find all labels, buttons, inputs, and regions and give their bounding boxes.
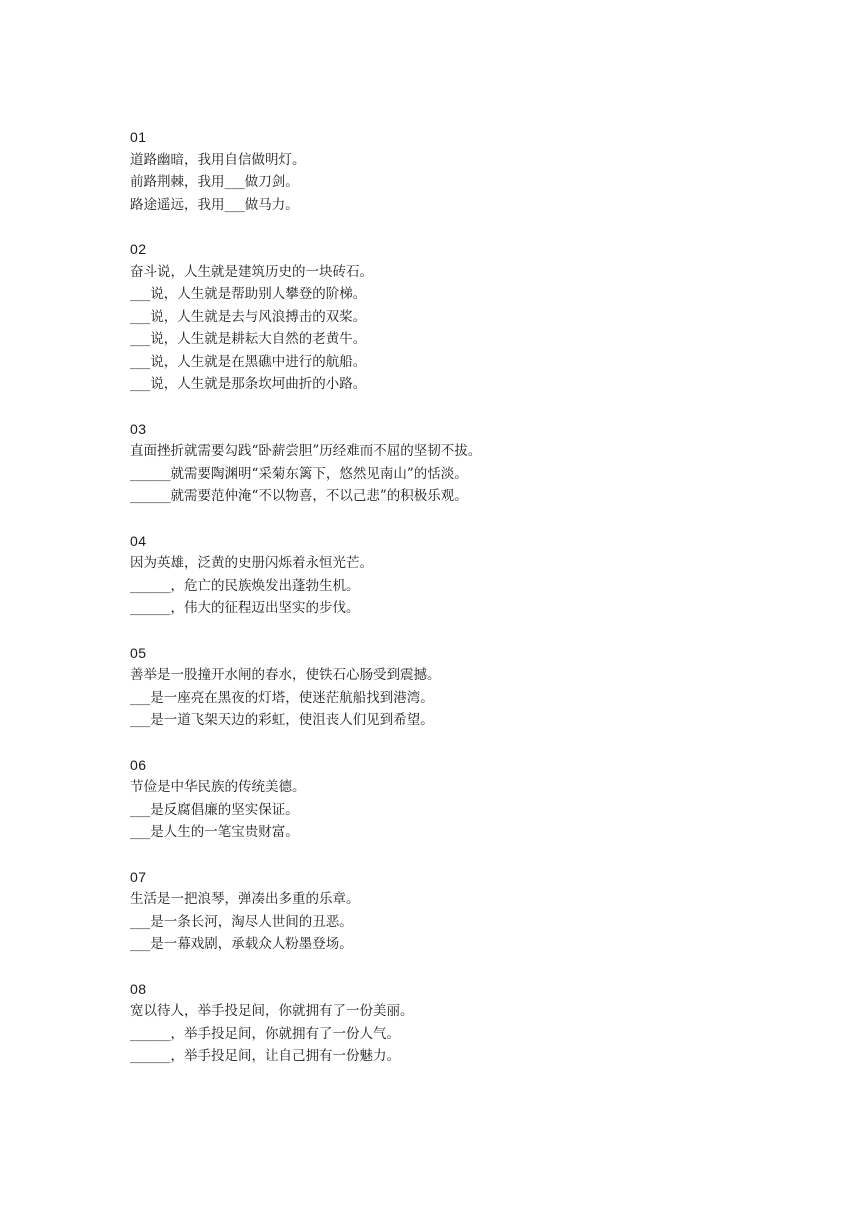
- sentence-line: 道路幽暗，我用自信做明灯。: [130, 151, 306, 168]
- exercise-number: 08: [130, 980, 147, 997]
- sentence-line: 路途遥远，我用___做马力。: [130, 196, 299, 213]
- sentence-line: ___说，人生就是在黑礁中进行的航船。: [130, 353, 367, 370]
- sentence-line: ______，伟大的征程迈出坚实的步伐。: [130, 600, 360, 616]
- exercise-01: [130, 126, 830, 216]
- sentence-line: 生活是一把浪琴，弹凑出多重的乐章。: [130, 891, 360, 907]
- exercise-number: 04: [130, 532, 147, 549]
- sentence-line: ___说，人生就是去与风浪搏击的双桨。: [130, 308, 367, 325]
- sentence-line: ___是人生的一笔宝贵财富。: [130, 824, 299, 840]
- sentence-line: ______就需要陶渊明“采菊东篱下，悠然见南山”的恬淡。: [130, 465, 468, 482]
- sentence-line: 直面挫折就需要勾践“卧薪尝胆”历经难而不屈的坚韧不拔。: [130, 443, 482, 459]
- exercise-number: 05: [130, 644, 147, 661]
- sentence-line: ___说，人生就是耕耘大自然的老黄牛。: [130, 331, 367, 347]
- sentence-line: ___是一道飞架天边的彩虹，使沮丧人们见到希望。: [130, 712, 434, 728]
- sentence-line: 宽以待人，举手投足间，你就拥有了一份美丽。: [130, 1003, 414, 1019]
- sentence-line: ______，举手投足间，你就拥有了一份人气。: [130, 1025, 400, 1042]
- sentence-line: ___是一座亮在黑夜的灯塔，使迷茫航船找到港湾。: [130, 689, 434, 706]
- sentence-line: ___是反腐倡廉的坚实保证。: [130, 801, 299, 818]
- sentence-line: ___说，人生就是帮助别人攀登的阶梯。: [130, 286, 367, 302]
- exercise-08: [130, 978, 830, 1068]
- sentence-line: ___说，人生就是那条坎坷曲折的小路。: [130, 376, 367, 392]
- sentence-line: 因为英雄，泛黄的史册闪烁着永恒光芒。: [130, 555, 373, 571]
- exercise-02: [130, 238, 830, 396]
- sentence-line: ___是一条长河，淘尽人世间的丑恶。: [130, 913, 353, 930]
- sentence-line: 奋斗说，人生就是建筑历史的一块砖石。: [130, 263, 373, 280]
- exercise-04: [130, 530, 830, 620]
- sentence-line: 节俭是中华民族的传统美德。: [130, 779, 306, 795]
- sentence-line: ______，危亡的民族焕发出蓬勃生机。: [130, 577, 360, 594]
- exercise-number: 06: [130, 756, 147, 773]
- exercise-number: 03: [130, 420, 147, 437]
- exercise-05: [130, 642, 830, 732]
- sentence-line: 善举是一股撞开水闸的春水，使铁石心肠受到震撼。: [130, 667, 441, 683]
- sentence-line: ______就需要范仲淹“不以物喜，不以己悲”的积极乐观。: [130, 488, 468, 504]
- exercise-06: [130, 754, 830, 844]
- exercise-07: [130, 866, 830, 956]
- sentence-line: 前路荆棘，我用___做刀剑。: [130, 174, 299, 190]
- exercise-number: 02: [130, 241, 147, 257]
- exercise-number: 07: [130, 868, 147, 885]
- exercise-number: 01: [130, 129, 147, 145]
- sentence-line: ___是一幕戏剧，承载众人粉墨登场。: [130, 936, 353, 952]
- sentence-line: ______，举手投足间，让自己拥有一份魅力。: [130, 1048, 400, 1064]
- document-body: [130, 126, 830, 1090]
- exercise-03: [130, 418, 830, 508]
